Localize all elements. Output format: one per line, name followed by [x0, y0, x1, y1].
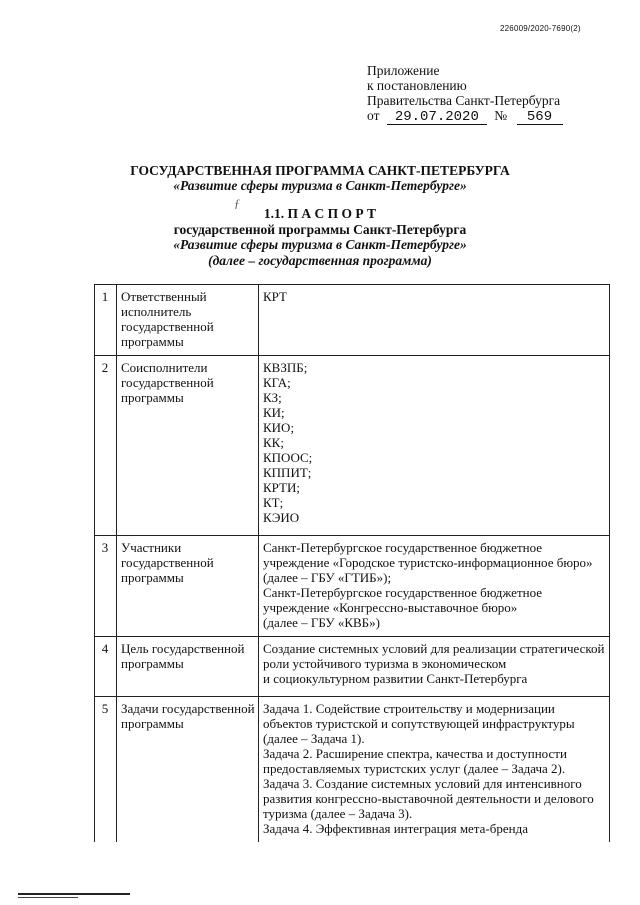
document-id: 226009/2020-7690(2) — [500, 24, 581, 33]
row-label: Цель государственной программы — [117, 637, 259, 697]
approval-date-line — [367, 108, 563, 125]
content-line: Санкт-Петербургское государственное бюджетное — [263, 540, 543, 555]
content-line: Задача 1. Содействие строительству и модернизации — [263, 701, 555, 716]
content-line: КРТИ; — [263, 480, 301, 495]
row-label: Задачи государственной программы — [117, 697, 259, 843]
content-line: КРТ — [263, 289, 288, 304]
content-line: Санкт-Петербургское государственное бюджетное — [263, 585, 543, 600]
content-line: КИО; — [263, 420, 295, 435]
table-row — [95, 637, 610, 697]
content-line: КППИТ; — [263, 465, 312, 480]
row-number: 1 — [95, 285, 117, 356]
row-number: 4 — [95, 637, 117, 697]
content-line: КЭИО — [263, 510, 300, 525]
pen-mark-icon: ƒ — [234, 196, 240, 210]
content-line: учреждение «Конгрессно-выставочное бюро» — [263, 600, 518, 615]
content-line: и социокультурном развитии Санкт-Петербурга — [263, 671, 528, 686]
row-label: Ответственный исполнитель государственной программы — [117, 285, 259, 356]
row-label: Участники государственной программы — [117, 536, 259, 637]
content-line: предоставляемых туристских услуг (далее – Задача 2). — [263, 761, 566, 776]
content-line: КЗ; — [263, 390, 282, 405]
content-line: КИ; — [263, 405, 285, 420]
row-content — [259, 356, 610, 536]
table-row — [95, 536, 610, 637]
table-row — [95, 285, 610, 356]
content-line: объектов туристской и сопутствующей инфраструктуры — [263, 716, 575, 731]
row-number: 2 — [95, 356, 117, 536]
approval-line-3: Правительства Санкт-Петербурга — [367, 93, 561, 108]
number-prefix: № — [494, 108, 508, 123]
content-line: (далее – Задача 1). — [263, 731, 365, 746]
content-line: (далее – ГБУ «КВБ») — [263, 615, 380, 630]
program-title-line-2: «Развитие сферы туризма в Санкт-Петербурге» — [173, 178, 467, 193]
passport-heading-line-3: «Развитие сферы туризма в Санкт-Петербурге» — [173, 237, 467, 252]
content-line: учреждение «Городское туристско-информационное бюро» — [263, 555, 593, 570]
content-line: КВЗПБ; — [263, 360, 308, 375]
approval-line-2: к постановлению — [367, 78, 467, 93]
content-line: Задача 3. Создание системных условий для интенсивного — [263, 776, 582, 791]
content-line: роли устойчивого туризма в экономическом — [263, 656, 507, 671]
row-number: 5 — [95, 697, 117, 843]
content-line: КК; — [263, 435, 284, 450]
content-line: Задача 2. Расширение спектра, качества и доступности — [263, 746, 567, 761]
row-number: 3 — [95, 536, 117, 637]
row-content — [259, 536, 610, 637]
table-row — [95, 697, 610, 843]
passport-table — [94, 284, 610, 842]
scan-edge-mark — [18, 893, 130, 895]
content-line: (далее – ГБУ «ГТИБ»); — [263, 570, 392, 585]
date-prefix: от — [367, 108, 380, 123]
approval-block — [367, 63, 563, 125]
content-line: КТ; — [263, 495, 284, 510]
approval-date: 29.07.2020 — [387, 110, 487, 125]
content-line: развития конгрессно-выставочной деятельности и делового — [263, 791, 594, 806]
passport-heading-line-4: (далее – государственная программа) — [208, 252, 432, 268]
row-content — [259, 285, 610, 356]
program-title — [0, 163, 640, 193]
passport-heading-line-1: 1.1. П А С П О Р Т — [263, 206, 377, 221]
content-line: КГА; — [263, 375, 291, 390]
content-line: Задача 4. Эффективная интеграция мета-бренда — [263, 821, 528, 836]
row-label: Соисполнители государственной программы — [117, 356, 259, 536]
approval-line-1: Приложение — [367, 63, 440, 78]
content-line: туризма (далее – Задача 3). — [263, 806, 413, 821]
content-line: КПООС; — [263, 450, 313, 465]
passport-heading-line-2: государственной программы Санкт-Петербурга — [173, 221, 467, 237]
passport-heading — [0, 206, 640, 268]
table-row — [95, 356, 610, 536]
approval-number: 569 — [517, 110, 563, 125]
program-title-line-1: ГОСУДАРСТВЕННАЯ ПРОГРАММА САНКТ-ПЕТЕРБУРГА — [130, 163, 510, 178]
content-line: Создание системных условий для реализации стратегической — [263, 641, 605, 656]
row-content — [259, 637, 610, 697]
row-content — [259, 697, 610, 843]
scan-edge-mark — [18, 897, 78, 898]
